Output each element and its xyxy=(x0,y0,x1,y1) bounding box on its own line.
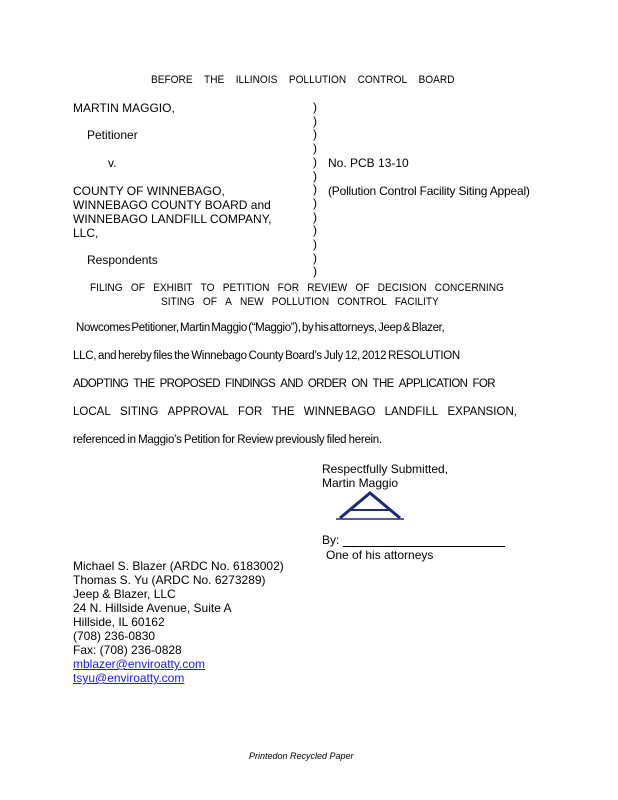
paren: ) xyxy=(313,100,317,114)
title-word: NEW xyxy=(240,296,264,308)
paren: ) xyxy=(313,237,317,252)
title-word: EXHIBIT xyxy=(153,282,193,294)
signer-capacity: One of his attorneys xyxy=(326,548,434,562)
header-word: ILLINOIS xyxy=(235,74,278,86)
body-word: ADOPTING xyxy=(73,378,129,390)
respondents-role: Respondents xyxy=(87,253,158,267)
body-word: AND xyxy=(280,378,303,390)
counsel-block xyxy=(73,559,284,685)
petitioner-name: MARTIN MAGGIO, xyxy=(73,101,175,115)
body-word: FOR xyxy=(472,378,495,390)
body-word: ORDER xyxy=(307,378,347,390)
body-word: THE xyxy=(271,406,295,418)
paren: ) xyxy=(313,264,317,279)
paren: ) xyxy=(313,182,317,197)
case-number: No. PCB 13-10 xyxy=(328,156,409,170)
paren: ) xyxy=(313,141,317,156)
body-word: SITING xyxy=(119,406,159,418)
body-word: ON xyxy=(351,378,368,390)
counsel-line: 24 N. Hillside Avenue, Suite A xyxy=(73,601,232,615)
body-word: APPROVAL xyxy=(167,406,229,418)
title-word: FOR xyxy=(277,282,300,294)
paren: ) xyxy=(313,154,317,169)
title-word: OF xyxy=(202,296,217,308)
respondent-line: LLC, xyxy=(73,226,99,240)
counsel-line: Fax: (708) 236-0828 xyxy=(73,643,182,657)
body-word: PROPOSED xyxy=(159,378,220,390)
body-line-5: referenced in Maggio’s Petition for Review previously filed herein. xyxy=(73,434,382,446)
paren: ) xyxy=(313,113,317,128)
body-word: LOCAL xyxy=(73,406,111,418)
paren: ) xyxy=(313,127,317,142)
email-link-blazer[interactable]: mblazer@enviroatty.com xyxy=(73,657,205,671)
document-title-line2 xyxy=(161,296,439,308)
paren: ) xyxy=(313,223,317,238)
case-type: (Pollution Control Facility Siting Appeal) xyxy=(328,184,530,198)
body-line-3 xyxy=(73,378,495,390)
respondent-line: WINNEBAGO COUNTY BOARD and xyxy=(73,198,271,212)
body-word: APPLICATION xyxy=(398,378,468,390)
respondent-line: COUNTY OF WINNEBAGO, xyxy=(73,184,225,198)
header-word: POLLUTION xyxy=(288,74,347,86)
closing: Respectfully Submitted, xyxy=(322,462,449,476)
title-word: OF xyxy=(130,282,145,294)
title-word: DECISION xyxy=(377,282,427,294)
body-line-4 xyxy=(73,406,517,418)
signer-name: Martin Maggio xyxy=(322,476,399,490)
counsel-line: Michael S. Blazer (ARDC No. 6183002) xyxy=(73,559,284,573)
paren: ) xyxy=(313,209,317,224)
title-word: FACILITY xyxy=(394,296,439,308)
counsel-line: (708) 236-0830 xyxy=(73,629,156,643)
court-header xyxy=(151,74,455,86)
body-word: LANDFILL xyxy=(384,406,439,418)
body-word: WINNEBAGO xyxy=(303,406,376,418)
header-word: BOARD xyxy=(418,74,455,86)
versus: v. xyxy=(108,156,117,170)
petitioner-role: Petitioner xyxy=(87,128,138,142)
respondents-block xyxy=(73,184,272,240)
header-word: CONTROL xyxy=(357,74,408,86)
title-word: REVIEW xyxy=(307,282,348,294)
title-word: CONTROL xyxy=(337,296,387,308)
document-title-line1 xyxy=(90,282,504,294)
title-word: PETITION xyxy=(222,282,270,294)
body-word: FOR xyxy=(237,406,263,418)
body-word: THE xyxy=(133,378,155,390)
title-word: CONCERNING xyxy=(434,282,504,294)
title-word: A xyxy=(225,296,232,308)
paren: ) xyxy=(313,250,317,265)
signature-line xyxy=(343,536,505,547)
body-line-1: Nowcomes Petitioner, Martin Maggio (“Maggio”), by his attorneys, Jeep & Blazer, xyxy=(76,322,445,334)
header-word: BEFORE xyxy=(151,74,193,86)
counsel-line: Hillside, IL 60162 xyxy=(73,615,165,629)
signature-mark-icon xyxy=(336,490,406,522)
title-word: SITING xyxy=(161,296,195,308)
title-word: OF xyxy=(355,282,370,294)
title-word: FILING xyxy=(90,282,123,294)
paren: ) xyxy=(313,168,317,183)
body-word: THE xyxy=(372,378,394,390)
body-word: FINDINGS xyxy=(225,378,276,390)
respondent-line: WINNEBAGO LANDFILL COMPANY, xyxy=(73,212,272,226)
caption-parens xyxy=(313,101,317,279)
email-link-yu[interactable]: tsyu@enviroatty.com xyxy=(73,671,185,685)
body-word: EXPANSION, xyxy=(447,406,517,418)
footer-note: Printedon Recycled Paper xyxy=(249,751,354,761)
title-word: POLLUTION xyxy=(271,296,330,308)
paren: ) xyxy=(313,195,317,210)
by-label: By: xyxy=(322,533,340,547)
title-word: TO xyxy=(200,282,215,294)
counsel-line: Thomas S. Yu (ARDC No. 6273289) xyxy=(73,573,266,587)
counsel-line: Jeep & Blazer, LLC xyxy=(73,587,176,601)
body-line-2: LLC, and hereby files the Winnebago County Board’s July 12, 2012 RESOLUTION xyxy=(73,350,460,362)
header-word: THE xyxy=(204,74,225,86)
